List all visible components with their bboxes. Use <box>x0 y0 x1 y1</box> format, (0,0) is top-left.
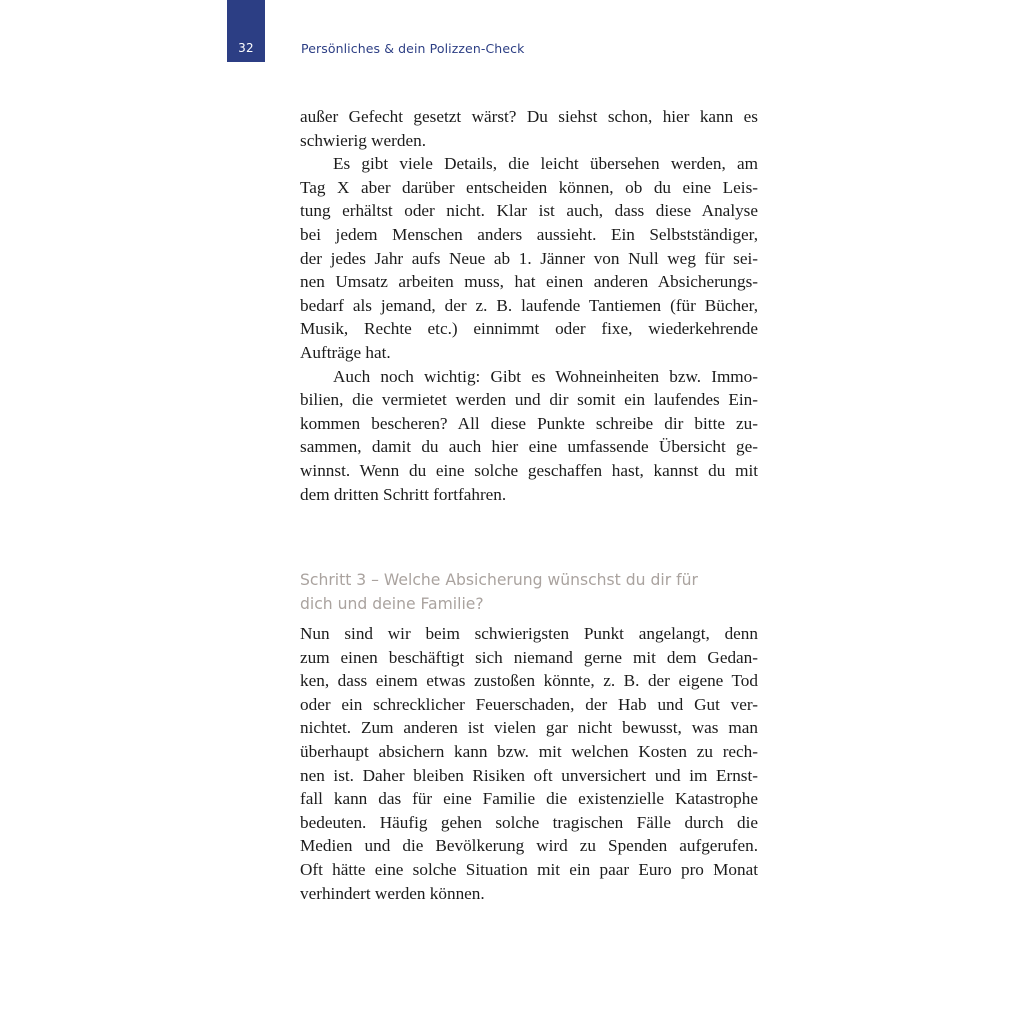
paragraph <box>300 152 758 364</box>
page-number: 32 <box>238 41 254 55</box>
paragraph <box>300 622 758 905</box>
text-line: bedeuten. Häufig gehen solche tragischen Fälle durch die <box>300 812 758 832</box>
text-line: überhaupt absichern kann bzw. mit welchen Kosten zu rech- <box>300 741 758 761</box>
text-line: Medien und die Bevölkerung wird zu Spenden aufgerufen. <box>300 836 758 856</box>
text-line: dem dritten Schritt fortfahren. <box>300 484 507 504</box>
text-line: außer Gefecht gesetzt wärst? Du siehst schon, hier kann es <box>300 107 758 126</box>
text-line: fall kann das für eine Familie die existenzielle Katastrophe <box>300 789 758 809</box>
text-line: nen ist. Daher bleiben Risiken oft unversichert und im Ernst- <box>300 765 758 785</box>
text-line: der jedes Jahr aufs Neue ab 1. Jänner von Null weg für sei- <box>300 248 758 268</box>
text-line: Tag X aber darüber entscheiden können, ob du eine Leis- <box>300 177 758 197</box>
text-line: tung erhältst oder nicht. Klar ist auch, dass diese Analyse <box>300 201 758 221</box>
text-line: sammen, damit du auch hier eine umfassende Übersicht ge- <box>300 437 758 457</box>
text-line: Auch noch wichtig: Gibt es Wohneinheiten bzw. Immo- <box>333 366 758 386</box>
body-text-top <box>300 105 758 506</box>
text-line: Oft hätte eine solche Situation mit ein paar Euro pro Monat <box>300 859 758 879</box>
text-line: ken, dass einem etwas zustoßen könnte, z. B. der eigene Tod <box>300 671 758 691</box>
heading-line: dich und deine Familie? <box>300 595 484 613</box>
text-line: Nun sind wir beim schwierigsten Punkt angelangt, denn <box>300 624 758 643</box>
text-line: zum einen beschäftigt sich niemand gerne mit dem Gedan- <box>300 647 758 667</box>
paragraph <box>300 105 758 152</box>
text-line: schwierig werden. <box>300 130 426 150</box>
text-line: nen Umsatz arbeiten muss, hat einen anderen Absicherungs- <box>300 272 758 292</box>
text-line: oder ein schrecklicher Feuerschaden, der Hab und Gut ver- <box>300 694 758 714</box>
text-line: winnst. Wenn du eine solche geschaffen hast, kannst du mit <box>300 460 758 480</box>
text-line: bedarf als jemand, der z. B. laufende Tantiemen (für Bücher, <box>300 295 758 315</box>
heading-line: Schritt 3 – Welche Absicherung wünschst du dir für <box>300 571 698 589</box>
text-line: bei jedem Menschen anders aussieht. Ein Selbstständiger, <box>300 224 758 244</box>
text-line: kommen bescheren? All diese Punkte schreibe dir bitte zu- <box>300 413 758 433</box>
text-line: Musik, Rechte etc.) einnimmt oder fixe, wiederkehrende <box>300 319 758 339</box>
paragraph <box>300 365 758 507</box>
body-text-bottom <box>300 622 758 905</box>
text-line: verhindert werden können. <box>300 883 485 903</box>
text-line: Aufträge hat. <box>300 342 391 362</box>
running-header-title: Persönliches & dein Polizzen-Check <box>301 41 525 56</box>
text-line: bilien, die vermietet werden und dir somit ein laufendes Ein- <box>300 390 758 410</box>
section-heading <box>300 568 760 616</box>
text-line: nichtet. Zum anderen ist vielen gar nicht bewusst, was man <box>300 718 758 738</box>
text-line: Es gibt viele Details, die leicht übersehen werden, am <box>333 154 758 174</box>
